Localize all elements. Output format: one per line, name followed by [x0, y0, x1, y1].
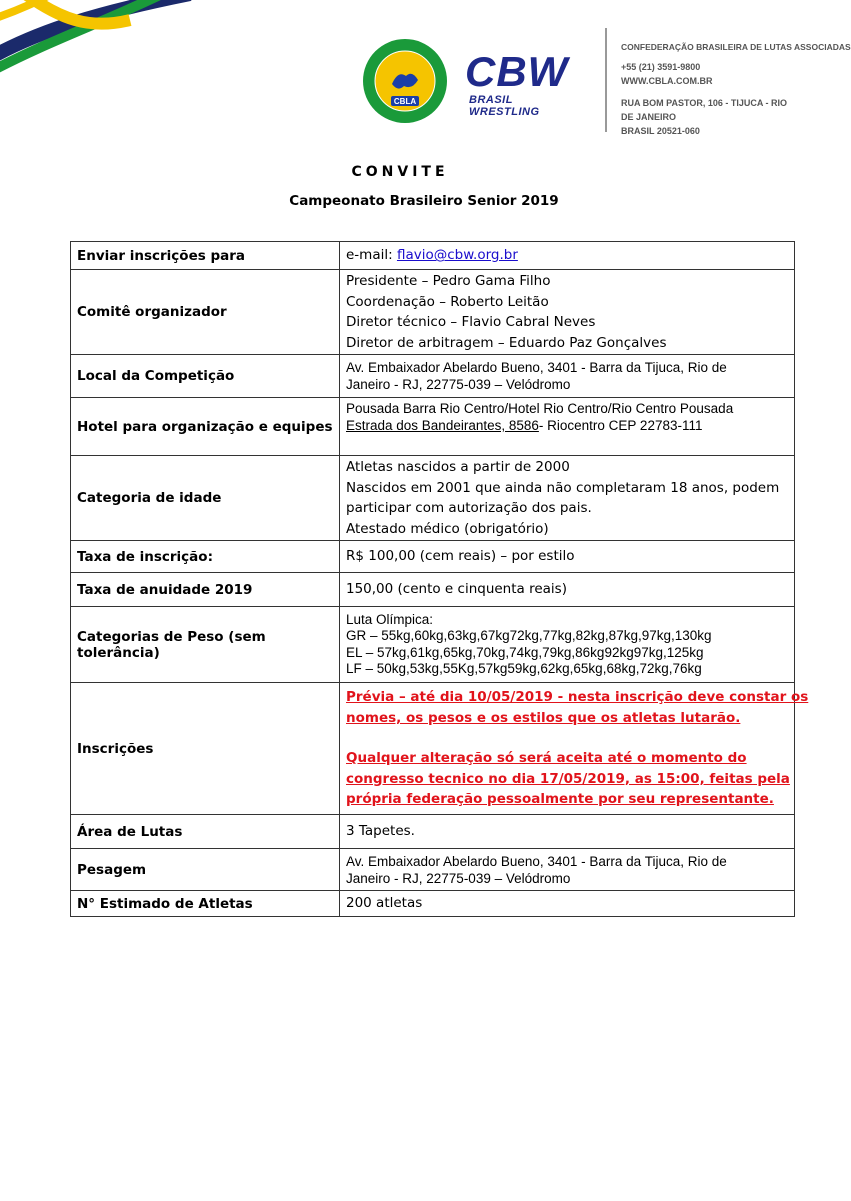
address-line: Av. Embaixador Abelardo Bueno, 3401 - Barra da Tijuca, Rio de — [346, 853, 727, 869]
row-label: Taxa de anuidade 2019 — [71, 573, 340, 607]
cbla-seal-logo — [362, 38, 448, 124]
row-label: Inscrições — [71, 683, 340, 815]
row-value: 200 atletas — [340, 891, 795, 917]
row-label: Enviar inscrições para — [71, 242, 340, 270]
organization-name: CONFEDERAÇÃO BRASILEIRA DE LUTAS ASSOCIADAS — [621, 42, 851, 52]
email-prefix: e-mail: — [346, 247, 397, 264]
organization-info — [621, 40, 851, 138]
age-line: Atestado médico (obrigatório) — [346, 520, 549, 537]
document-title: CONVITE — [351, 164, 449, 180]
row-value — [340, 242, 795, 270]
committee-line: Diretor de arbitragem – Eduardo Paz Gonçalves — [346, 334, 667, 351]
table-row — [71, 398, 795, 456]
row-value — [340, 456, 795, 541]
organization-address-line2: BRASIL 20521-060 — [621, 126, 700, 136]
row-label: Taxa de inscrição: — [71, 541, 340, 573]
hotel-address: Estrada dos Bandeirantes, 8586 — [346, 418, 539, 433]
row-label: Pesagem — [71, 849, 340, 891]
decorative-swoosh — [0, 0, 190, 70]
committee-line: Presidente – Pedro Gama Filho — [346, 273, 551, 289]
weight-line: Luta Olímpica: — [346, 611, 434, 627]
table-row — [71, 607, 795, 683]
address-line: Janeiro - RJ, 22775-039 – Velódromo — [346, 377, 571, 392]
table-row — [71, 849, 795, 891]
committee-line: Diretor técnico – Flavio Cabral Neves — [346, 314, 596, 330]
row-value: 150,00 (cento e cinquenta reais) — [340, 573, 795, 607]
header-divider — [605, 28, 607, 132]
row-value — [340, 683, 809, 815]
row-label: N° Estimado de Atletas — [71, 891, 340, 917]
table-row — [71, 355, 795, 398]
event-info-table — [70, 241, 809, 917]
row-label: Comitê organizador — [71, 270, 340, 355]
organization-website[interactable]: WWW.CBLA.COM.BR — [621, 76, 713, 86]
row-label: Área de Lutas — [71, 815, 340, 849]
row-value — [340, 355, 795, 398]
email-link[interactable]: flavio@cbw.org.br — [396, 247, 518, 264]
hotel-line: Pousada Barra Rio Centro/Hotel Rio Centro/Rio Centro Pousada — [346, 401, 734, 416]
cbw-logo-subtitle: BRASIL WRESTLING — [469, 94, 540, 118]
address-line: Av. Embaixador Abelardo Bueno, 3401 - Barra da Tijuca, Rio de — [346, 360, 727, 375]
row-value — [340, 398, 795, 456]
cbla-seal-label: CBLA — [393, 97, 417, 106]
table-row — [71, 270, 795, 355]
change-notice: própria federação pessoalmente por seu representante. — [346, 791, 774, 808]
registration-notice: Prévia – até dia 10/05/2019 - nesta inscrição deve constar os — [346, 689, 809, 706]
address-line: Janeiro - RJ, 22775-039 – Velódromo — [346, 870, 571, 886]
registration-notice: nomes, os pesos e os estilos que os atletas lutarão. — [346, 709, 741, 726]
row-value — [340, 849, 795, 891]
row-value: R$ 100,00 (cem reais) – por estilo — [340, 541, 795, 573]
table-row — [71, 891, 795, 917]
row-value — [340, 607, 795, 683]
document-subtitle: Campeonato Brasileiro Senior 2019 — [289, 193, 559, 209]
row-value — [340, 270, 795, 355]
table-row — [71, 683, 795, 815]
table-row — [71, 573, 795, 607]
hotel-address-rest: - Riocentro CEP 22783-111 — [538, 418, 703, 433]
row-label: Local da Competição — [71, 355, 340, 398]
age-line: Nascidos em 2001 que ainda não completaram 18 anos, podem — [346, 479, 780, 496]
row-label: Hotel para organização e equipes — [71, 398, 340, 456]
weight-line: LF – 50kg,53kg,55Kg,57kg59kg,62kg,65kg,68kg,72kg,76kg — [346, 661, 702, 676]
table-row — [71, 541, 795, 573]
row-label: Categoria de idade — [71, 456, 340, 541]
age-line: participar com autorização dos pais. — [346, 500, 592, 516]
row-value: 3 Tapetes. — [340, 815, 795, 849]
table-row — [71, 456, 795, 541]
organization-phone: +55 (21) 3591-9800 — [621, 62, 701, 72]
cbw-logo-mark: CBW — [465, 48, 569, 95]
weight-line: GR – 55kg,60kg,63kg,67kg72kg,77kg,82kg,87kg,97kg,130kg — [346, 628, 712, 643]
hotel-line — [346, 417, 788, 434]
change-notice: congresso tecnico no dia 17/05/2019, as 15:00, feitas pela — [346, 770, 790, 787]
table-row — [71, 815, 795, 849]
cbw-logo — [465, 48, 585, 118]
organization-address-line1: RUA BOM PASTOR, 106 - TIJUCA - RIO DE JANEIRO — [621, 98, 788, 122]
age-line: Atletas nascidos a partir de 2000 — [346, 459, 570, 475]
change-notice: Qualquer alteração só será aceita até o momento do — [346, 750, 747, 767]
committee-line: Coordenação – Roberto Leitão — [346, 293, 549, 310]
weight-line: EL – 57kg,61kg,65kg,70kg,74kg,79kg,86kg92kg97kg,125kg — [346, 644, 704, 660]
row-label: Categorias de Peso (sem tolerância) — [71, 607, 340, 683]
table-row — [71, 242, 795, 270]
